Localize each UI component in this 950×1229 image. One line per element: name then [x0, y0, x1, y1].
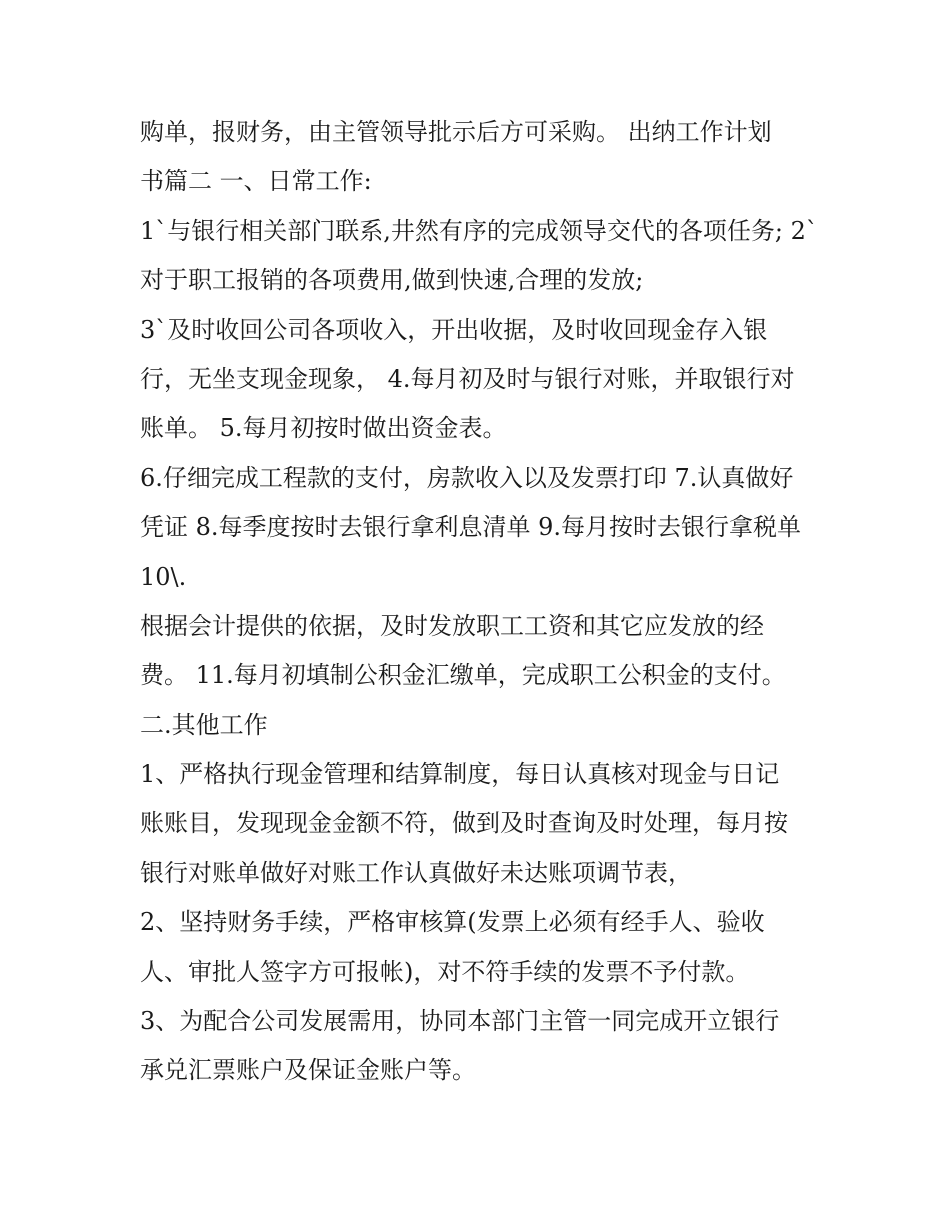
text-line: 账账目，发现现金金额不符，做到及时查询及时处理，每月按 — [140, 809, 788, 838]
body-text — [140, 108, 830, 1096]
text-line: 对于职工报销的各项费用,做到快速,合理的发放; — [140, 266, 644, 295]
text-line: 行，无坐支现金现象， 4.每月初及时与银行对账，并取银行对 — [140, 364, 795, 393]
text-line: 1、严格执行现金管理和结算制度，每日认真核对现金与日记 — [140, 760, 780, 789]
section-heading: 二.其他工作 — [140, 710, 268, 739]
text-line: 凭证 8.每季度按时去银行拿利息清单 9.每月按时去银行拿税单 — [140, 513, 802, 542]
text-line: 银行对账单做好对账工作认真做好未达账项调节表， — [140, 858, 692, 887]
text-line: 费。 11.每月初填制公积金汇缴单，完成职工公积金的支付。 — [140, 661, 786, 690]
text-line: 3、为配合公司发展需用，协同本部门主管一同完成开立银行 — [140, 1007, 780, 1036]
text-line: 账单。 5.每月初按时做出资金表。 — [140, 414, 507, 443]
text-line: 购单，报财务，由主管领导批示后方可采购。 出纳工作计划 — [140, 118, 772, 146]
text-line: 1`与银行相关部门联系,井然有序的完成领导交代的各项任务; 2` — [140, 216, 818, 245]
text-line: 人、审批人签字方可报帐)，对不符手续的发票不予付款。 — [140, 957, 750, 986]
text-line: 根据会计提供的依据，及时发放职工工资和其它应发放的经 — [140, 611, 764, 640]
text-line: 书篇二 一、日常工作: — [140, 167, 372, 196]
text-line: 3`及时收回公司各项收入，开出收据，及时收回现金存入银 — [140, 315, 768, 344]
text-line: 2、坚持财务手续，严格审核算(发票上必须有经手人、验收 — [140, 908, 765, 937]
text-line: 10\. — [140, 562, 187, 591]
text-line: 承兑汇票账户及保证金账户等。 — [140, 1056, 476, 1085]
text-line: 6.仔细完成工程款的支付，房款收入以及发票打印 7.认真做好 — [140, 463, 794, 492]
